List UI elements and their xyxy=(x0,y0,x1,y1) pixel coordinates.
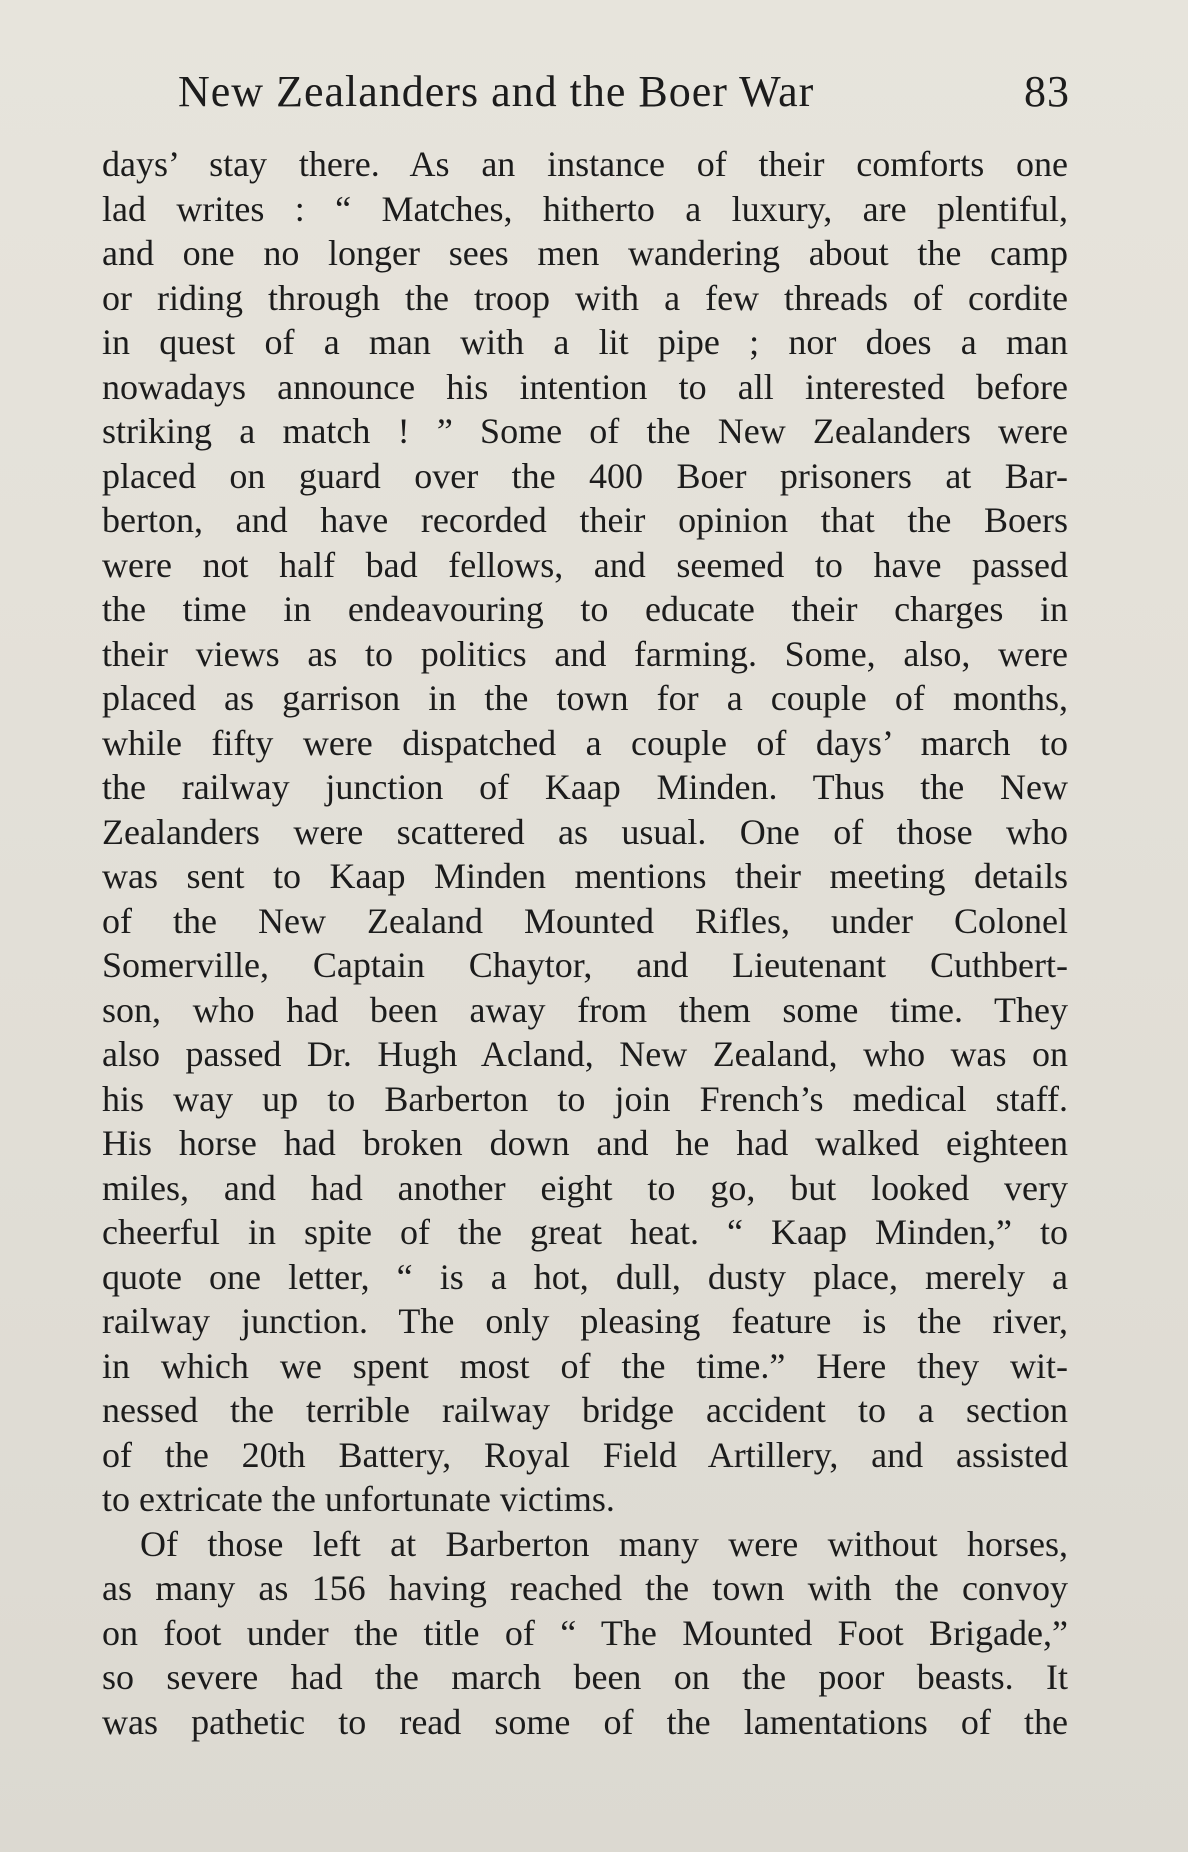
text-line: while fifty were dispatched a couple of days’ march to xyxy=(102,722,1068,763)
text-line: of the 20th Battery, Royal Field Artillery, and assisted xyxy=(102,1434,1068,1475)
body-text xyxy=(102,142,1068,1744)
running-head-title: New Zealanders and the Boer War xyxy=(178,67,815,116)
text-line: Somerville, Captain Chaytor, and Lieutenant Cuthbert- xyxy=(102,945,1068,985)
text-line: placed on guard over the 400 Boer prisoners at Bar- xyxy=(102,455,1068,496)
text-line: placed as garrison in the town for a couple of months, xyxy=(102,678,1068,718)
text-line: Zealanders were scattered as usual. One of those who xyxy=(102,811,1068,852)
text-line: his way up to Barberton to join French’s medical staff. xyxy=(102,1078,1068,1119)
text-line: miles, and had another eight to go, but looked very xyxy=(102,1167,1068,1208)
text-line: nessed the terrible railway bridge accident to a section xyxy=(102,1390,1068,1430)
text-line: days’ stay there. As an instance of their comforts one xyxy=(102,144,1068,184)
text-line: the railway junction of Kaap Minden. Thus the New xyxy=(102,767,1068,807)
text-line: nowadays announce his intention to all interested before xyxy=(102,366,1068,407)
text-line: berton, and have recorded their opinion that the Boers xyxy=(102,500,1068,540)
text-line: on foot under the title of “ The Mounted Foot Brigade,” xyxy=(102,1612,1068,1653)
text-line: also passed Dr. Hugh Acland, New Zealand, who was on xyxy=(102,1034,1068,1074)
text-line: or riding through the troop with a few threads of cordite xyxy=(102,277,1068,318)
text-line: their views as to politics and farming. Some, also, were xyxy=(102,633,1068,674)
text-line: were not half bad fellows, and seemed to have passed xyxy=(102,544,1068,585)
text-line: was pathetic to read some of the lamentations of the xyxy=(102,1701,1068,1742)
text-line: lad writes : “ Matches, hitherto a luxury, are plentiful, xyxy=(102,188,1068,229)
text-line: so severe had the march been on the poor beasts. It xyxy=(102,1657,1068,1697)
text-line: of the New Zealand Mounted Rifles, under Colonel xyxy=(102,900,1068,941)
text-line: to extricate the unfortunate victims. xyxy=(102,1479,615,1519)
page-number: 83 xyxy=(1024,67,1070,116)
text-line: Of those left at Barberton many were without horses, xyxy=(140,1523,1068,1564)
text-line: in which we spent most of the time.” Here they wit- xyxy=(102,1345,1068,1386)
text-line: quote one letter, “ is a hot, dull, dusty place, merely a xyxy=(102,1256,1068,1297)
text-line: son, who had been away from them some time. They xyxy=(102,989,1068,1030)
text-line: was sent to Kaap Minden mentions their meeting details xyxy=(102,856,1068,896)
text-line: His horse had broken down and he had walked eighteen xyxy=(102,1123,1068,1163)
text-line: cheerful in spite of the great heat. “ Kaap Minden,” to xyxy=(102,1212,1068,1252)
text-line: railway junction. The only pleasing feature is the river, xyxy=(102,1301,1068,1341)
text-line: in quest of a man with a lit pipe ; nor does a man xyxy=(102,322,1068,362)
paragraph xyxy=(102,142,1068,1522)
text-line: striking a match ! ” Some of the New Zealanders were xyxy=(102,411,1068,451)
running-head xyxy=(178,64,1070,120)
text-line: the time in endeavouring to educate their charges in xyxy=(102,589,1068,629)
text-line: as many as 156 having reached the town with the convoy xyxy=(102,1568,1068,1608)
paragraph xyxy=(102,1522,1068,1745)
text-line: and one no longer sees men wandering about the camp xyxy=(102,233,1068,273)
